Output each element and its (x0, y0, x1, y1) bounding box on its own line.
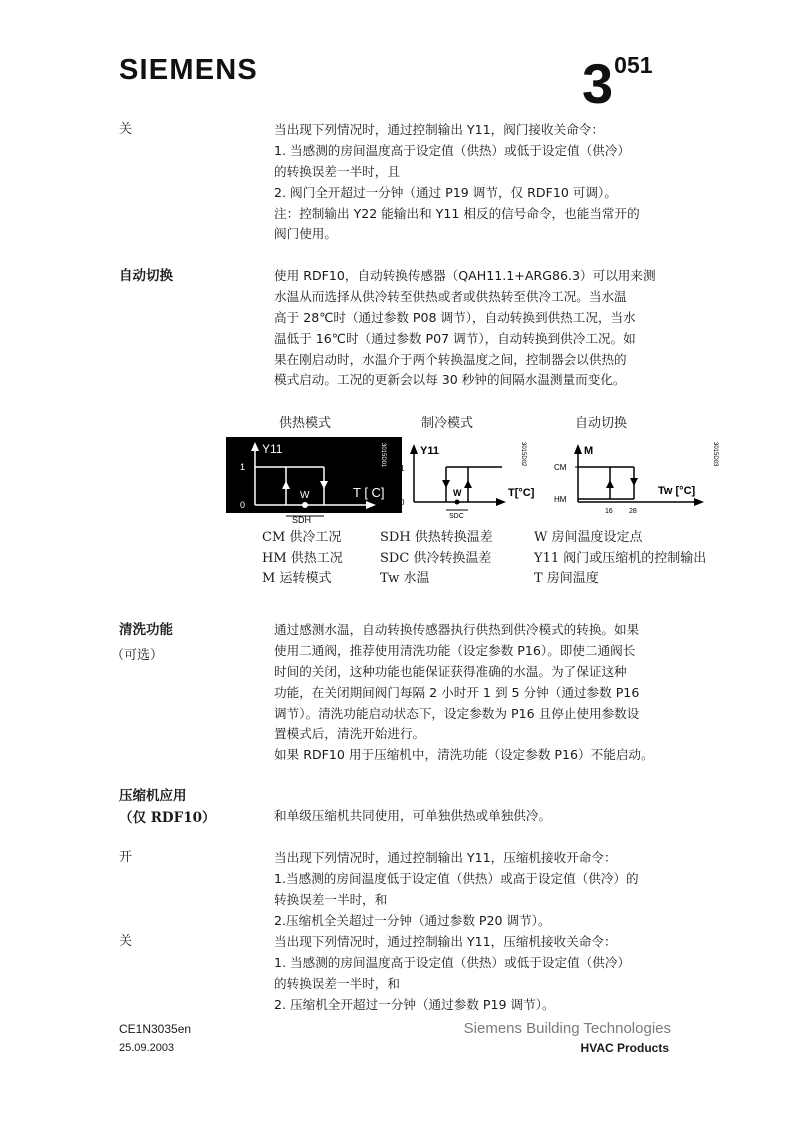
comp-close-text (274, 932, 694, 1016)
cool-y-label: Y11 (420, 445, 439, 457)
text-line: 使用 RDF10，自动转换传感器（QAH11.1+ARG86.3）可以用来测 (274, 268, 656, 283)
cool-w-label: W (453, 488, 462, 498)
caption-cooling: 制冷模式 (421, 416, 474, 431)
text-line: 的转换误差一半时，且 (274, 163, 400, 179)
auto-x2: 28 (629, 508, 637, 515)
legend-item: W 房间温度设定点 (534, 530, 643, 545)
text-line: 温低于 16℃时（通过参数 P07 调节），自动转换到供冷工况。如 (274, 330, 636, 346)
auto-switch-text (274, 266, 694, 391)
heat-y-label: Y11 (262, 442, 283, 456)
text-line: 时间的关闭，这种功能也能保证获得准确的水温。为了保证这种 (274, 663, 627, 679)
legend-item: Y11 阀门或压缩机的控制输出 (534, 550, 707, 566)
text-line: 1.当感测的房间温度低于设定值（供热）或高于设定值（供冷）的 (274, 870, 639, 886)
legend-item: SDC 供冷转换温差 (380, 550, 492, 566)
footer-division: HVAC Products (580, 1041, 669, 1055)
heating-mode-diagram (226, 437, 402, 523)
text-line: 2.压缩机全关超过一分钟（通过参数 P20 调节）。 (274, 912, 551, 928)
comp-close-label: 关 (119, 934, 133, 949)
flush-label: 清洗功能 (119, 622, 173, 638)
cool-code: 3015D02 (520, 442, 526, 467)
cooling-mode-diagram (396, 440, 546, 520)
compressor-sublabel: （仅 RDF10） (119, 810, 216, 826)
auto-switch-label: 自动切换 (119, 268, 173, 284)
compressor-intro (274, 806, 694, 827)
text-line: 当出现下列情况时，通过控制输出 Y11，压缩机接收开命令： (274, 850, 617, 865)
compressor-label: 压缩机应用 (119, 788, 187, 804)
legend-item: M 运转模式 (262, 571, 332, 586)
comp-open-label: 开 (119, 850, 133, 865)
close-valve-text (274, 120, 694, 245)
footer-doc-id: CE1N3035en (119, 1022, 192, 1036)
text-line: 1. 当感测的房间温度高于设定值（供热）或低于设定值（供冷） (274, 142, 631, 158)
legend-col-1 (262, 528, 343, 590)
text-line: 转换误差一半时，和 (274, 891, 388, 907)
heat-sdh-label: SDH (292, 515, 312, 523)
text-line: 的转换误差一半时，和 (274, 975, 400, 991)
footer-date: 25.09.2003 (119, 1042, 175, 1054)
cool-sdc-label: SDC (449, 513, 464, 520)
text-line: 置模式后，清洗开始进行。 (274, 726, 426, 742)
text-line: 1. 当感测的房间温度高于设定值（供热）或低于设定值（供冷） (274, 954, 631, 970)
comp-open-text (274, 848, 694, 932)
footer-company: Siemens Building Technologies (463, 1020, 671, 1037)
auto-x1: 16 (605, 508, 613, 515)
heat-x-label: T [ C] (353, 485, 385, 500)
heat-tick-0: 0 (240, 500, 246, 510)
auto-code: 3015D03 (712, 442, 718, 467)
cool-tick-1: 1 (400, 464, 405, 473)
text-line: 果在刚启动时，水温介于两个转换温度之间，控制器会以供热的 (274, 351, 627, 367)
legend-item: SDH 供热转换温差 (380, 530, 493, 545)
text-line: 当出现下列情况时，通过控制输出 Y11，压缩机接收关命令： (274, 934, 617, 949)
cool-tick-0: 0 (400, 498, 405, 507)
text-line: 功能，在关闭期间阀门每隔 2 小时开 1 到 5 分钟（通过参数 P16 (274, 684, 640, 700)
text-line: 注：控制输出 Y22 能输出和 Y11 相反的信号命令，也能当常开的 (274, 205, 640, 221)
heat-tick-1: 1 (240, 462, 246, 472)
text-line: 2. 阀门全开超过一分钟（通过 P19 调节，仅 RDF10 可调）。 (274, 184, 617, 200)
text-line: 当出现下列情况时，通过控制输出 Y11，阀门接收关命令： (274, 122, 604, 137)
caption-heating: 供热模式 (279, 416, 332, 431)
legend-item: CM 供冷工况 (262, 530, 342, 545)
auto-y-label: M (584, 445, 594, 457)
page-number-main: 3 (582, 52, 614, 115)
legend-item: T 房间温度 (534, 571, 599, 586)
text-line: 水温从而选择从供冷转至供热或者或供热转至供冷工况。当水温 (274, 288, 627, 304)
heat-code: 3015D01 (380, 443, 386, 468)
text-line: 和单级压缩机共同使用，可单独供热或单独供冷。 (274, 808, 552, 823)
text-line: 调节）。清洗功能启动状态下，设定参数为 P16 且停止使用参数设 (274, 705, 640, 721)
page-number-sup: 051 (614, 52, 653, 78)
page-number (582, 52, 653, 115)
text-line: 2. 压缩机全开超过一分钟（通过参数 P19 调节）。 (274, 996, 555, 1012)
legend-col-3 (534, 528, 706, 590)
auto-x-label: Tw [°C] (658, 485, 696, 497)
close-valve-label: 关 (119, 122, 133, 137)
flush-sublabel: （可选） (111, 648, 164, 663)
siemens-logo: SIEMENS (119, 54, 258, 86)
text-line: 使用二通阀，推荐使用清洗功能（设定参数 P16）。即使二通阀长 (274, 642, 636, 658)
auto-switch-diagram (554, 440, 724, 520)
text-line: 高于 28℃时（通过参数 P08 调节），自动转换到供热工况，当水 (274, 309, 636, 325)
auto-hm-label: HM (554, 495, 567, 504)
caption-auto: 自动切换 (575, 416, 628, 431)
legend-item: HM 供热工况 (262, 550, 343, 566)
text-line: 阀门使用。 (274, 226, 337, 242)
auto-cm-label: CM (554, 463, 567, 472)
text-line: 如果 RDF10 用于压缩机中，清洗功能（设定参数 P16）不能启动。 (274, 747, 654, 763)
text-line: 模式启动。工况的更新会以每 30 秒钟的间隔水温测量而变化。 (274, 372, 626, 388)
text-line: 通过感测水温，自动转换传感器执行供热到供冷模式的转换。如果 (274, 622, 640, 637)
legend-col-2 (380, 528, 493, 590)
heat-w-label: W (300, 490, 310, 501)
flush-text (274, 620, 694, 766)
legend-item: Tw 水温 (380, 571, 430, 586)
cool-x-label: T[°C] (508, 487, 535, 499)
